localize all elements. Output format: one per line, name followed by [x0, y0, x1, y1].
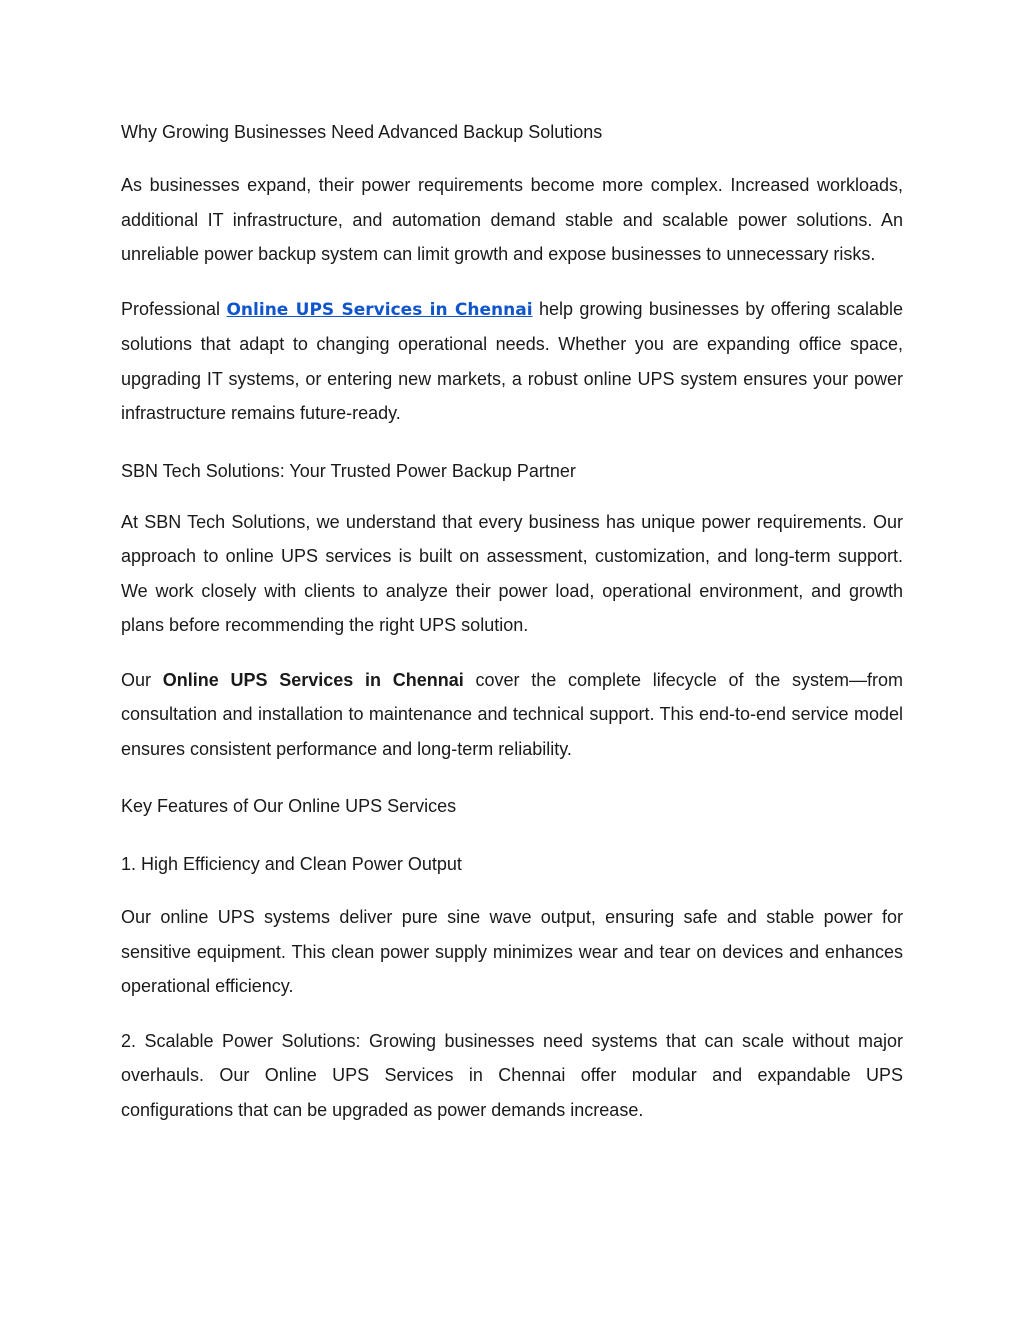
section-heading-backup: Why Growing Businesses Need Advanced Backup Solutions — [121, 122, 603, 142]
paragraph-text-before-link: Professional — [121, 298, 227, 319]
section-heading-key-features: Key Features of Our Online UPS Services — [121, 796, 457, 816]
document-page — [121, 112, 903, 1127]
online-ups-services-link[interactable]: Online UPS Services in Chennai — [226, 299, 533, 320]
paragraph-scalable — [121, 1024, 903, 1128]
paragraph-sbn-approach: At SBN Tech Solutions, we understand that every business has unique power requirements. Our approach to online UPS services is built on assessment, customization, and long-term support. We work closely with clients to analyze their power load, operational environment, and growth plans before recommending the right UPS solution. — [121, 511, 903, 635]
paragraph-clean-power: Our online UPS systems deliver pure sine wave output, ensuring safe and stable power for sensitive equipment. This clean power supply minimizes wear and tear on devices and enhances operational efficiency. — [121, 907, 903, 996]
bold-service-name: Online UPS Services in Chennai — [162, 669, 464, 690]
paragraph-text-scalable: Growing businesses need systems that can scale without major overhauls. Our Online UPS Services in Chennai offer modular and expandable UPS configurations that can be upgraded as power demands increase. — [121, 1030, 903, 1120]
paragraph-text-after-link: help growing businesses by offering scalable solutions that adapt to changing operational needs. Whether you are expanding office space, upgrading IT systems, or entering new markets, a robust online UPS system ensures your power infrastructure remains future-ready. — [121, 298, 903, 423]
section-heading-sbn: SBN Tech Solutions: Your Trusted Power Backup Partner — [121, 460, 576, 481]
paragraph-text-after-bold: cover the complete lifecycle of the system—from consultation and installation to maintenance and technical support. This end-to-end service model ensures consistent performance and long-term reliability. — [121, 669, 903, 759]
paragraph-lifecycle — [121, 663, 903, 767]
paragraph-professional-ups — [121, 292, 903, 431]
paragraph-expansion: As businesses expand, their power requirements become more complex. Increased workloads, additional IT infrastructure, and automation demand stable and scalable power solutions. An unreliable power backup system can limit growth and expose businesses to unnecessary risks. — [121, 175, 903, 264]
feature-lead-scalable: 2. Scalable Power Solutions: — [121, 1030, 361, 1051]
feature-heading-efficiency: 1. High Efficiency and Clean Power Output — [121, 854, 462, 874]
paragraph-text-before-bold: Our — [121, 669, 163, 690]
